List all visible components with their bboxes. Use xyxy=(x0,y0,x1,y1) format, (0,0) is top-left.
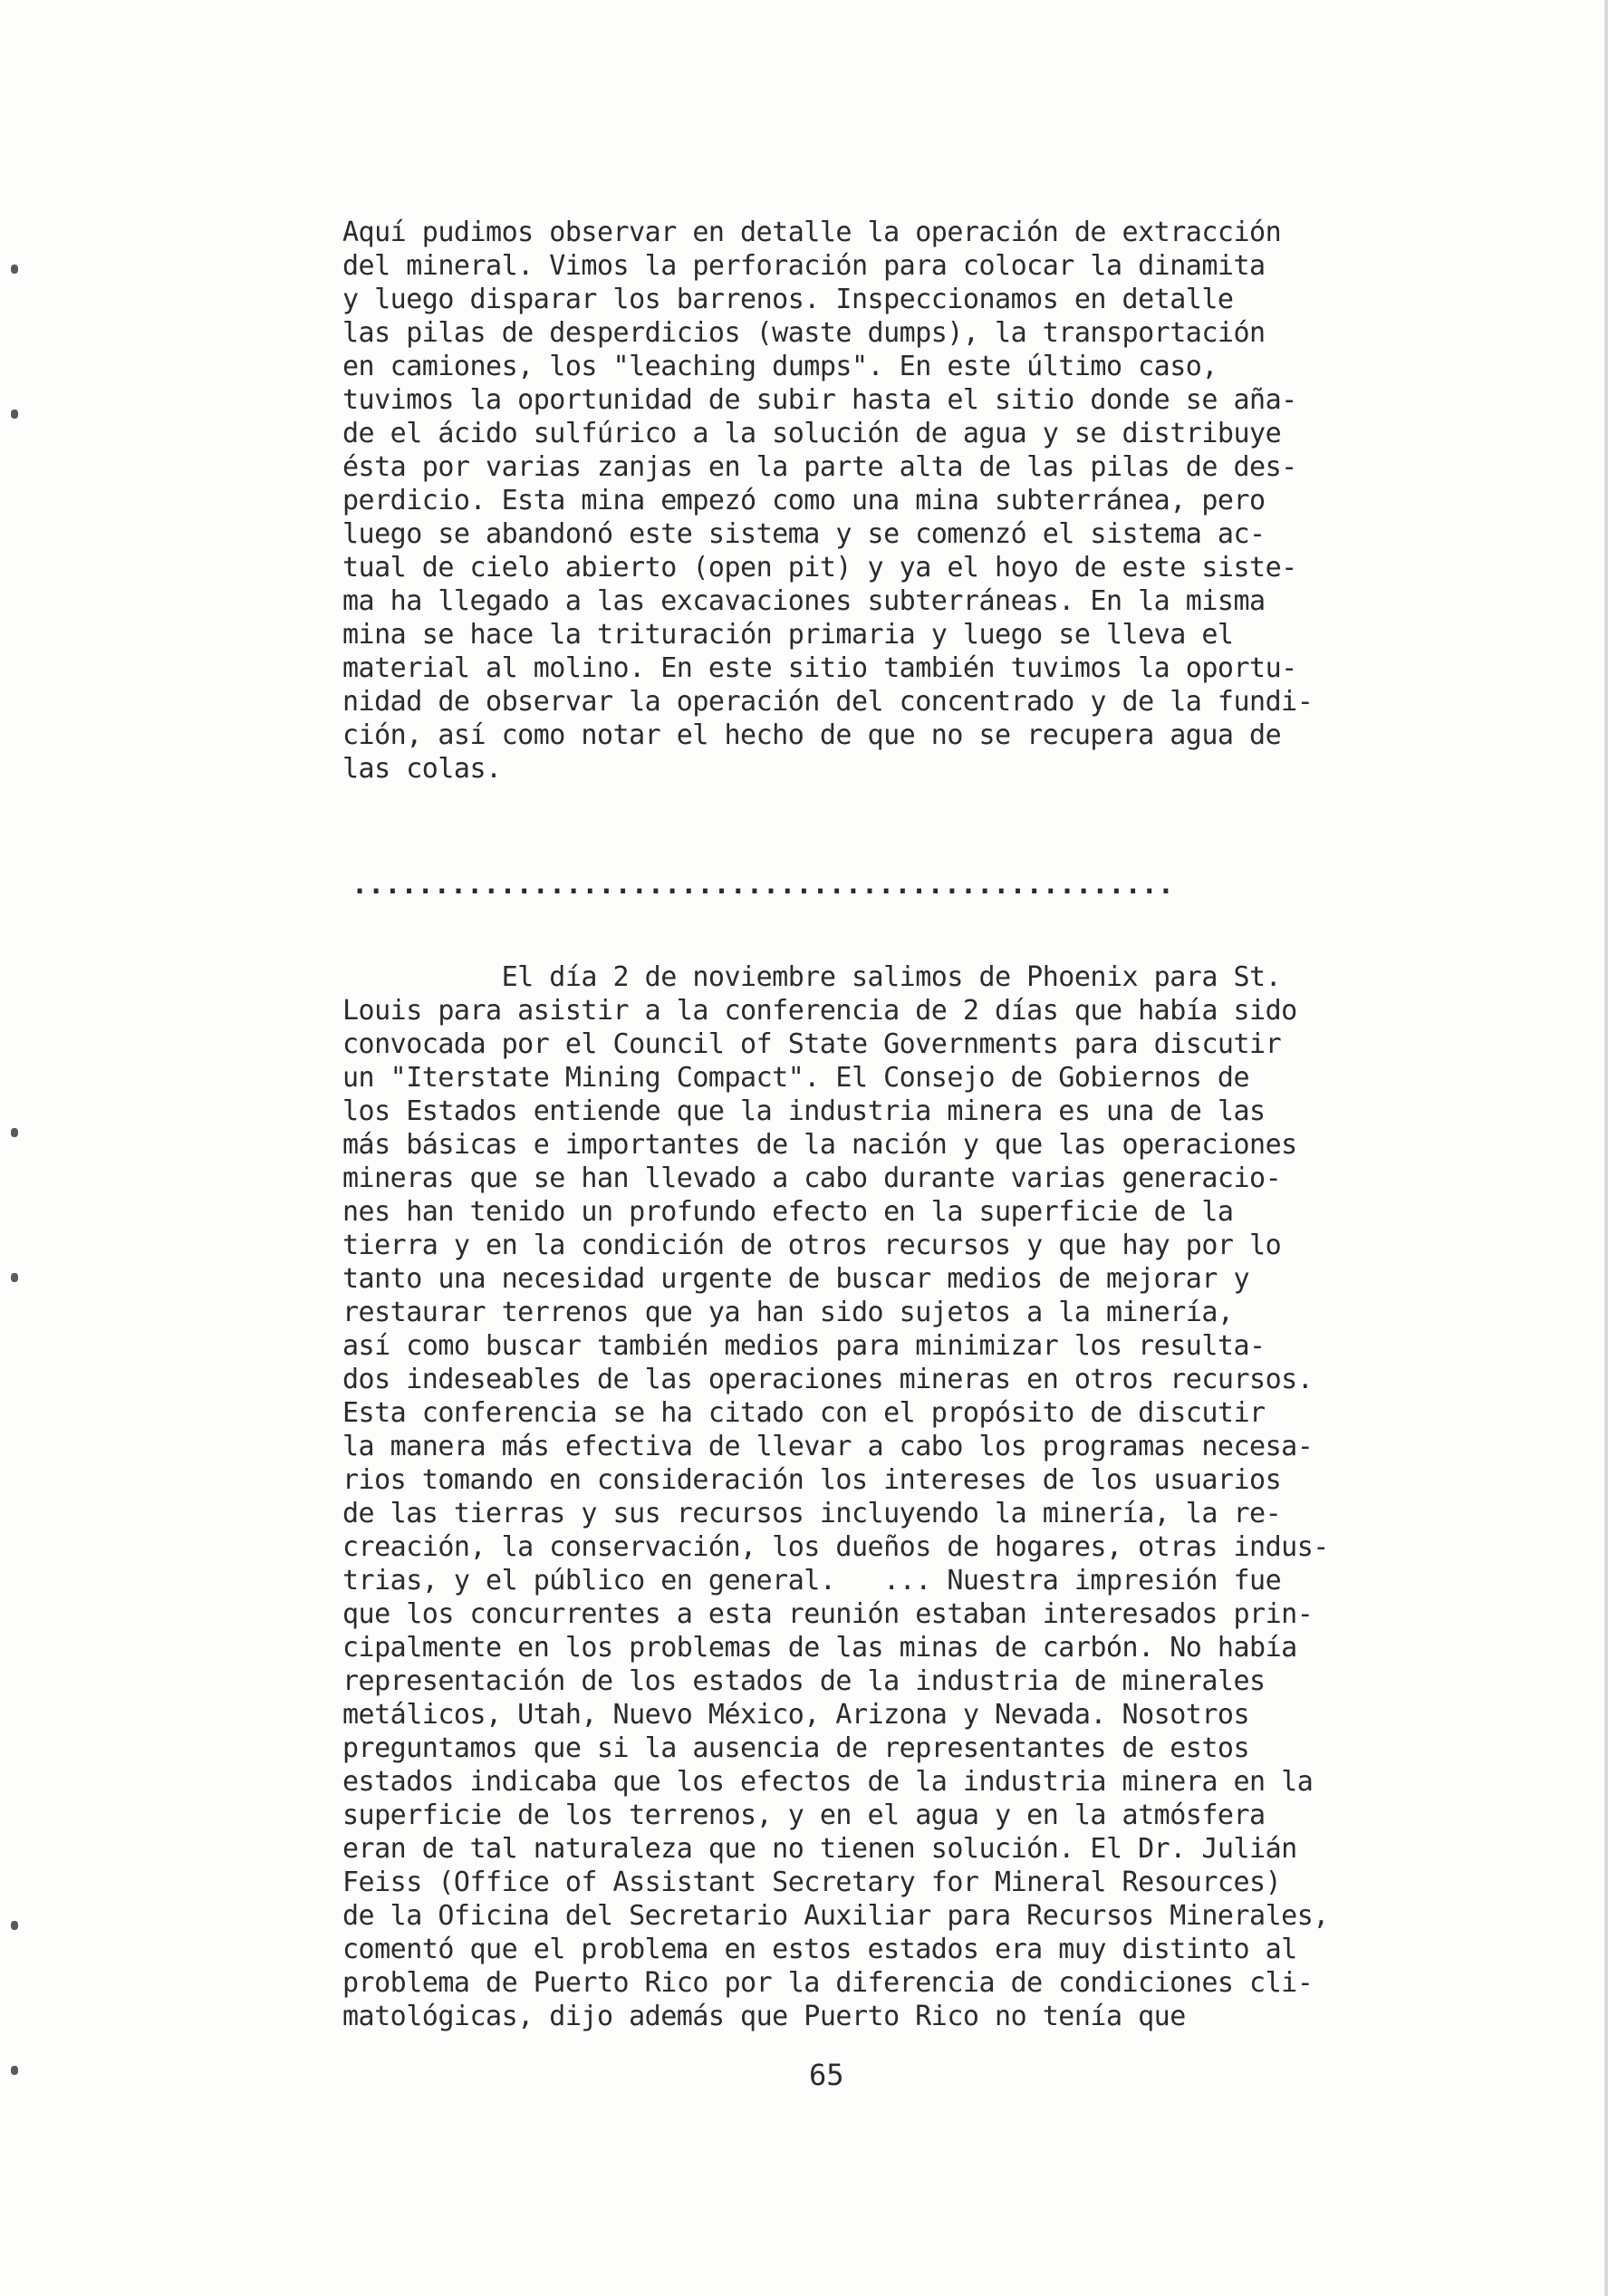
text-line: estados indicaba que los efectos de la industria minera en la xyxy=(342,1766,1314,1798)
page-edge xyxy=(1604,0,1608,2296)
text-line: así como buscar también medios para minimizar los resulta- xyxy=(342,1330,1266,1362)
text-line: y luego disparar los barrenos. Inspeccionamos en detalle xyxy=(342,284,1234,315)
text-line: ésta por varias zanjas en la parte alta de las pilas de des- xyxy=(342,451,1297,483)
binding-hole-mark xyxy=(11,410,18,419)
text-line: tanto una necesidad urgente de buscar medios de mejorar y xyxy=(342,1263,1250,1295)
text-line: preguntamos que si la ausencia de representantes de estos xyxy=(342,1732,1250,1764)
text-line: de la Oficina del Secretario Auxiliar para Recursos Minerales, xyxy=(342,1900,1329,1932)
text-line: luego se abandonó este sistema y se comenzó el sistema ac- xyxy=(342,518,1266,550)
text-line: que los concurrentes a esta reunión estaban interesados prin- xyxy=(342,1598,1314,1630)
text-line: creación, la conservación, los dueños de hogares, otras indus- xyxy=(342,1531,1329,1563)
dotted-separator: .................................................. xyxy=(351,869,1175,901)
text-line: cipalmente en los problemas de las minas de carbón. No había xyxy=(342,1632,1297,1664)
text-line: un "Iterstate Mining Compact". El Consejo de Gobiernos de xyxy=(342,1062,1250,1094)
text-line: Louis para asistir a la conferencia de 2 días que había sido xyxy=(342,995,1297,1027)
text-line: mina se hace la trituración primaria y luego se lleva el xyxy=(342,619,1234,651)
text-line: mineras que se han llevado a cabo durante varias generacio- xyxy=(342,1162,1282,1194)
page-number: 65 xyxy=(809,2058,844,2092)
text-line: en camiones, los "leaching dumps". En este último caso, xyxy=(342,351,1218,382)
text-line: dos indeseables de las operaciones mineras en otros recursos. xyxy=(342,1364,1314,1395)
binding-hole-mark xyxy=(11,1273,18,1282)
text-line: comentó que el problema en estos estados era muy distinto al xyxy=(342,1934,1297,1965)
text-line: los Estados entiende que la industria minera es una de las xyxy=(342,1095,1266,1127)
text-line: rios tomando en consideración los intereses de los usuarios xyxy=(342,1464,1282,1496)
text-line: las pilas de desperdicios (waste dumps), la transportación xyxy=(342,317,1266,349)
binding-hole-mark xyxy=(11,265,18,274)
text-line: las colas. xyxy=(342,753,502,785)
binding-hole-mark xyxy=(11,1921,18,1930)
text-line: de el ácido sulfúrico a la solución de agua y se distribuye xyxy=(342,418,1282,449)
text-line: del mineral. Vimos la perforación para colocar la dinamita xyxy=(342,250,1266,282)
text-line: convocada por el Council of State Governments para discutir xyxy=(342,1028,1282,1060)
text-line: perdicio. Esta mina empezó como una mina subterránea, pero xyxy=(342,485,1266,516)
text-line: tuvimos la oportunidad de subir hasta el sitio donde se aña- xyxy=(342,384,1297,416)
text-line: eran de tal naturaleza que no tienen solución. El Dr. Julián xyxy=(342,1833,1297,1865)
text-line: metálicos, Utah, Nuevo México, Arizona y Nevada. Nosotros xyxy=(342,1699,1250,1731)
text-line: Feiss (Office of Assistant Secretary for Mineral Resources) xyxy=(342,1867,1282,1898)
text-line: material al molino. En este sitio también tuvimos la oportu- xyxy=(342,652,1297,684)
text-line: El día 2 de noviembre salimos de Phoenix para St. xyxy=(342,961,1282,993)
text-line: nidad de observar la operación del concentrado y de la fundi- xyxy=(342,686,1314,718)
text-line: superficie de los terrenos, y en el agua y en la atmósfera xyxy=(342,1799,1266,1831)
text-line: representación de los estados de la industria de minerales xyxy=(342,1665,1266,1697)
text-line: trias, y el público en general. ... Nuestra impresión fue xyxy=(342,1565,1282,1597)
text-line: la manera más efectiva de llevar a cabo los programas necesa- xyxy=(342,1431,1314,1462)
text-line: matológicas, dijo además que Puerto Rico no tenía que xyxy=(342,2001,1186,2032)
text-line: restaurar terrenos que ya han sido sujetos a la minería, xyxy=(342,1297,1234,1328)
text-line: Aquí pudimos observar en detalle la operación de extracción xyxy=(342,217,1282,248)
text-line: ción, así como notar el hecho de que no se recupera agua de xyxy=(342,719,1282,751)
text-line: nes han tenido un profundo efecto en la superficie de la xyxy=(342,1196,1234,1228)
text-line: Esta conferencia se ha citado con el propósito de discutir xyxy=(342,1397,1266,1429)
text-line: tierra y en la condición de otros recursos y que hay por lo xyxy=(342,1230,1282,1261)
text-line: tual de cielo abierto (open pit) y ya el hoyo de este siste- xyxy=(342,552,1297,584)
text-line: problema de Puerto Rico por la diferencia de condiciones cli- xyxy=(342,1967,1314,1999)
text-line: ma ha llegado a las excavaciones subterráneas. En la misma xyxy=(342,585,1266,617)
binding-hole-mark xyxy=(11,2066,18,2075)
text-line: más básicas e importantes de la nación y que las operaciones xyxy=(342,1129,1297,1161)
binding-hole-mark xyxy=(11,1128,18,1137)
text-line: de las tierras y sus recursos incluyendo la minería, la re- xyxy=(342,1498,1282,1529)
